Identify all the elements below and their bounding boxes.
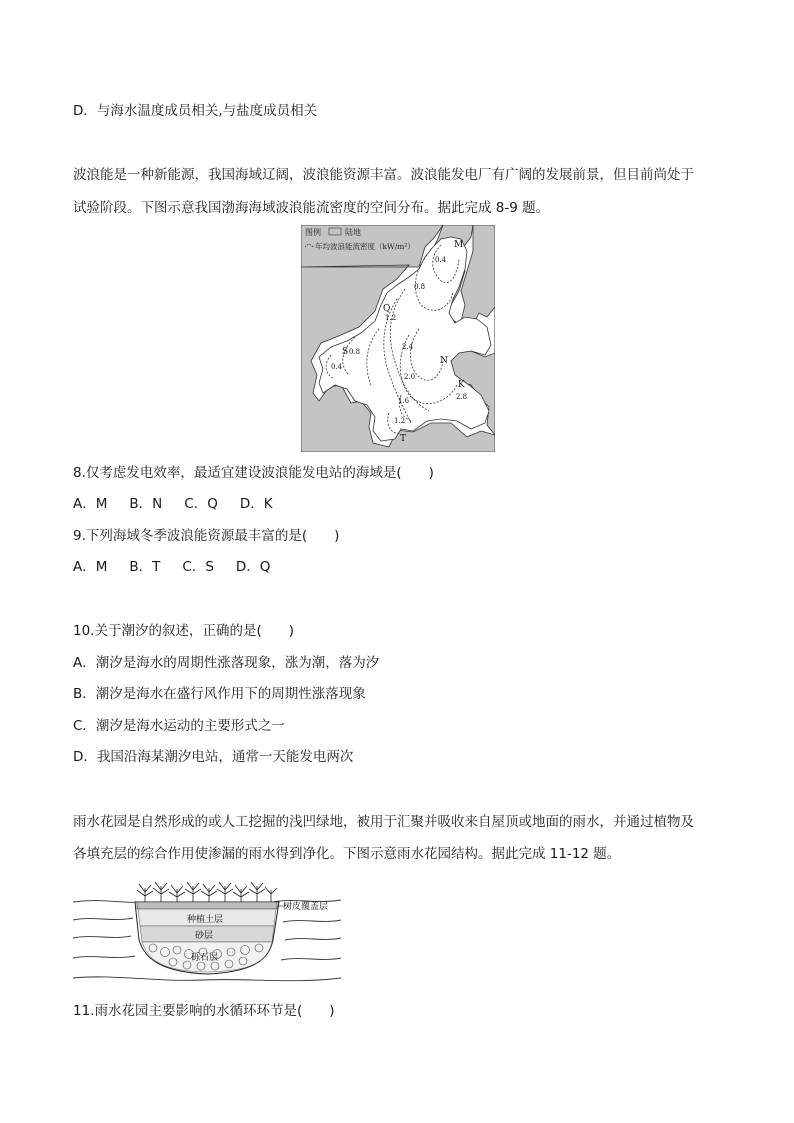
- passage2-line1: 雨水花园是自然形成的或人工挖掘的浅凹绿地，被用于汇聚并吸收来自屋顶或地面的雨水，并通过植物及: [73, 814, 694, 830]
- contour-label-2: 0.8: [414, 283, 426, 291]
- legend-land-label: 陆地: [345, 228, 361, 237]
- contour-label-4: 0.8: [349, 348, 361, 356]
- contour-label-7: 2.0: [404, 373, 416, 381]
- legend-contour-label: 年均波浪能流密度（kW/m²）: [315, 242, 415, 251]
- q8-option-a: A．M: [73, 496, 108, 512]
- q9-option-d: D．Q: [235, 559, 271, 575]
- contour-label-8: 1.6: [398, 397, 410, 405]
- passage2-line2: 各填充层的综合作用使渗漏的雨水得到净化。下图示意雨水花园结构。据此完成 11-12 题。: [73, 846, 621, 862]
- bark-layer: [137, 902, 277, 909]
- contour-label-1: 0.4: [435, 256, 447, 264]
- point-S: S: [342, 347, 349, 357]
- point-K: K: [458, 380, 465, 390]
- label-sand: 砂层: [195, 931, 214, 941]
- q8-stem: 8.仅考虑发电效率，最适宜建设波浪能发电站的海域是( ): [73, 465, 434, 481]
- contour-label-5: 0.4: [331, 363, 343, 371]
- q8-options: [73, 495, 295, 513]
- rain-garden-diagram: [73, 880, 341, 990]
- passage1-line1: 波浪能是一种新能源，我国海域辽阔，波浪能资源丰富。波浪能发电厂有广阔的发展前景，但目前尚处于: [73, 167, 694, 183]
- q10-option-d: D．我国沿海某潮汐电站，通常一天能发电两次: [73, 749, 354, 765]
- q8-option-b: B．N: [129, 496, 163, 512]
- q9-stem: 9.下列海域冬季波浪能资源最丰富的是( ): [73, 528, 340, 544]
- legend-title: 图例: [305, 228, 321, 237]
- q8-option-c: C．Q: [184, 496, 218, 512]
- map-svg: [301, 225, 495, 452]
- plants: [137, 882, 277, 902]
- q10-stem: 10.关于潮汐的叙述，正确的是( ): [73, 623, 295, 639]
- bohai-wave-energy-map: [301, 225, 495, 452]
- q10-option-c: C．潮汐是海水运动的主要形式之一: [73, 718, 285, 734]
- q8-option-d: D．K: [239, 496, 273, 512]
- q10-option-b: B．潮汐是海水在盛行风作用下的周期性涨落现象: [73, 686, 366, 702]
- point-T: T: [400, 434, 407, 444]
- q9-options: [73, 558, 292, 576]
- q9-option-b: B．T: [129, 559, 161, 575]
- passage1-line2: 试验阶段。下图示意我国渤海海域波浪能流密度的空间分布。据此完成 8-9 题。: [73, 200, 550, 216]
- q11-stem: 11.雨水花园主要影响的水循环环节是( ): [73, 1003, 335, 1019]
- point-M: M: [454, 240, 464, 250]
- point-Q: Q: [383, 304, 391, 314]
- contour-label-3: 1.2: [385, 314, 397, 322]
- rain-garden-svg: [73, 880, 341, 990]
- contour-label-9: 1.2: [394, 417, 406, 425]
- q9-option-c: C．S: [182, 559, 214, 575]
- label-gravel: 砾石层: [191, 953, 219, 963]
- legend-land-swatch: [329, 228, 341, 235]
- label-bark: 树皮覆盖层: [283, 902, 329, 912]
- point-N: N: [440, 356, 448, 366]
- contour-label-10: 2.8: [456, 393, 468, 401]
- q7-option-d: D．与海水温度成员相关,与盐度成员相关: [73, 103, 318, 119]
- q10-option-a: A．潮汐是海水的周期性涨落现象，涨为潮，落为汐: [73, 655, 380, 671]
- label-soil: 种植土层: [187, 915, 224, 925]
- q9-option-a: A．M: [73, 559, 108, 575]
- contour-label-6: 2.4: [402, 343, 414, 351]
